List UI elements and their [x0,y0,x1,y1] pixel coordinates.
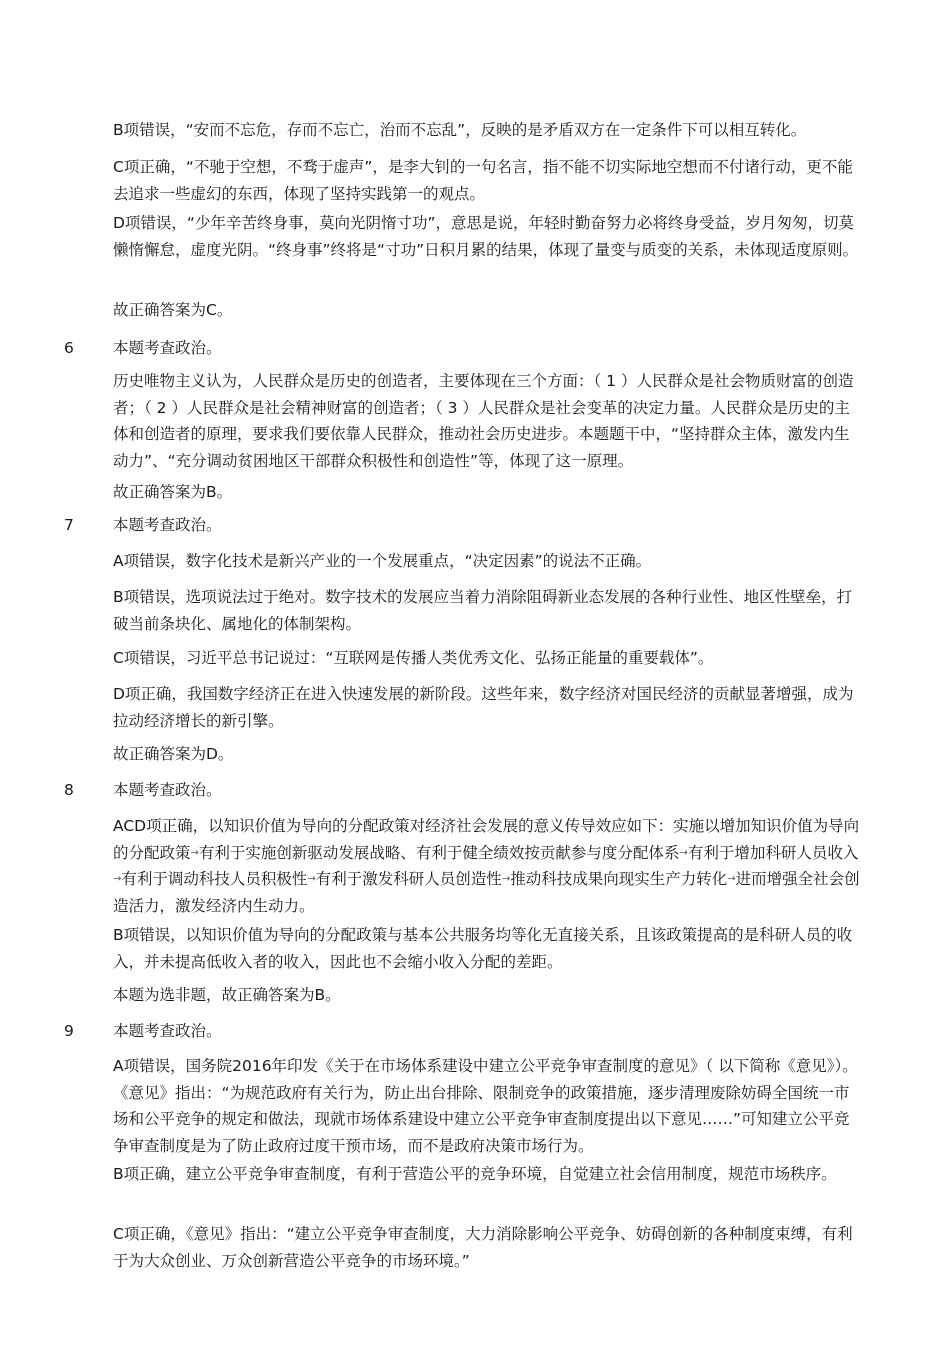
arrow-icon: → [307,873,316,885]
q6-body: 历史唯物主义认为，人民群众是历史的创造者，主要体现在三个方面：（ 1 ）人民群众是社会物质财富的创造者；（ 2 ）人民群众是社会精神财富的创造者；（ 3 ）人民群众是社会变革的决定力量。人民群众是历史的主体和创造者的原理，要求我们要依靠人民群众，推动社会历史进步。本题题干中，“坚持群众主体，激发内生动力”、“充分调动贫困地区干部群众积极性和创造性”等，体现了这一原理。 [113,372,854,470]
q7-option-a: A项错误，数字化技术是新兴产业的一个发展重点，“决定因素”的说法不正确。 [113,552,652,570]
q6-number: 6 [64,339,74,357]
q8-acd-segment: 进而增强全社会创造活力，激发经济内生动力。 [113,870,860,915]
arrow-icon: → [190,846,199,858]
q9-option-b: B项正确，建立公平竞争审查制度，有利于营造公平的竞争环境，自觉建立社会信用制度，规范市场秩序。 [113,1165,837,1183]
q9-option-a: A项错误，国务院2016年印发《关于在市场体系建设中建立公平竞争审查制度的意见》（ 以下简称《意见》）。《意见》指出：“为规范政府有关行为，防止出台排除、限制竞争的政策措施，逐步清理废除妨碍全国统一市场和公平竞争的规定和做法，现就市场体系建设中建立公平竞争审查制度提出以下意见……”可知建立公平竞争审查制度是为了防止政府过度干预市场，而不是政府决策市场行为。 [113,1057,858,1155]
q8-number: 8 [64,781,74,799]
q7-option-c: C项错误，习近平总书记说过：“互联网是传播人类优秀文化、弘扬正能量的重要载体”。 [113,649,714,667]
q5-answer: 故正确答案为C。 [113,301,233,319]
q8-acd-segment: 有利于增加科研人员收入 [687,843,859,862]
q7-option-b: B项错误，选项说法过于绝对。数字技术的发展应当着力消除阻碍新业态发展的各种行业性、地区性壁垒，打破当前条块化、属地化的体制架构。 [113,588,853,633]
q5-option-c: C项正确，“不驰于空想，不骛于虚声”，是李大钊的一句名言，指不能不切实际地空想而不付诸行动，更不能去追求一些虚幻的东西，体现了坚持实践第一的观点。 [113,158,853,203]
q8-acd-segment: 有利于激发科研人员创造性 [315,870,502,889]
q8-answer: 本题为选非题，故正确答案为B。 [113,986,341,1004]
arrow-icon: → [501,873,511,885]
q9-intro: 本题考查政治。 [113,1022,222,1040]
q7-answer: 故正确答案为D。 [113,745,234,763]
arrow-icon: → [727,873,736,885]
q9-option-c: C项正确，《意见》指出：“建立公平竞争审查制度，大力消除影响公平竞争、妨碍创新的各种制度束缚，有利于为大众创业、万众创新营造公平竞争的市场环境。” [113,1225,853,1270]
q7-intro: 本题考查政治。 [113,516,222,534]
q5-option-d: D项错误，“少年辛苦终身事，莫向光阴惰寸功”，意思是说，年轻时勤奋努力必将终身受益，岁月匆匆，切莫懒惰懈怠，虚度光阴。“终身事”终将是“寸功”日积月累的结果，体现了量变与质变的关系，未体现适度原则。 [113,214,859,259]
arrow-icon: → [679,846,688,858]
q6-answer: 故正确答案为B。 [113,483,233,501]
q8-acd-segment: 有利于实施创新驱动发展战略、有利于健全绩效按贡献参与度分配体系 [198,843,680,862]
q5-option-b: B项错误，“安而不忘危，存而不忘亡，治而不忘乱”，反映的是矛盾双方在一定条件下可以相互转化。 [113,121,807,139]
q8-acd-segment: 有利于调动科技人员积极性 [121,870,308,889]
q8-acd-segment: ACD项正确，以知识价值为导向的分配政策对经济社会发展的意义传导效应如下：实施以增加知识价值为导向的分配政策 [113,817,860,862]
q8-acd-segment: 推动科技成果向现实生产力转化 [510,870,728,889]
q6-intro: 本题考查政治。 [113,339,222,357]
q8-option-b: B项错误，以知识价值为导向的分配政策与基本公共服务均等化无直接关系，且该政策提高的是科研人员的收入，并未提高低收入者的收入，因此也不会缩小收入分配的差距。 [113,926,853,971]
q9-number: 9 [64,1022,74,1040]
q7-option-d: D项正确，我国数字经济正在进入快速发展的新阶段。这些年来，数字经济对国民经济的贡献显著增强，成为拉动经济增长的新引擎。 [113,685,854,730]
q7-number: 7 [64,516,74,534]
arrow-icon: → [113,873,122,885]
q8-intro: 本题考查政治。 [113,781,222,799]
q8-option-acd [113,813,861,920]
